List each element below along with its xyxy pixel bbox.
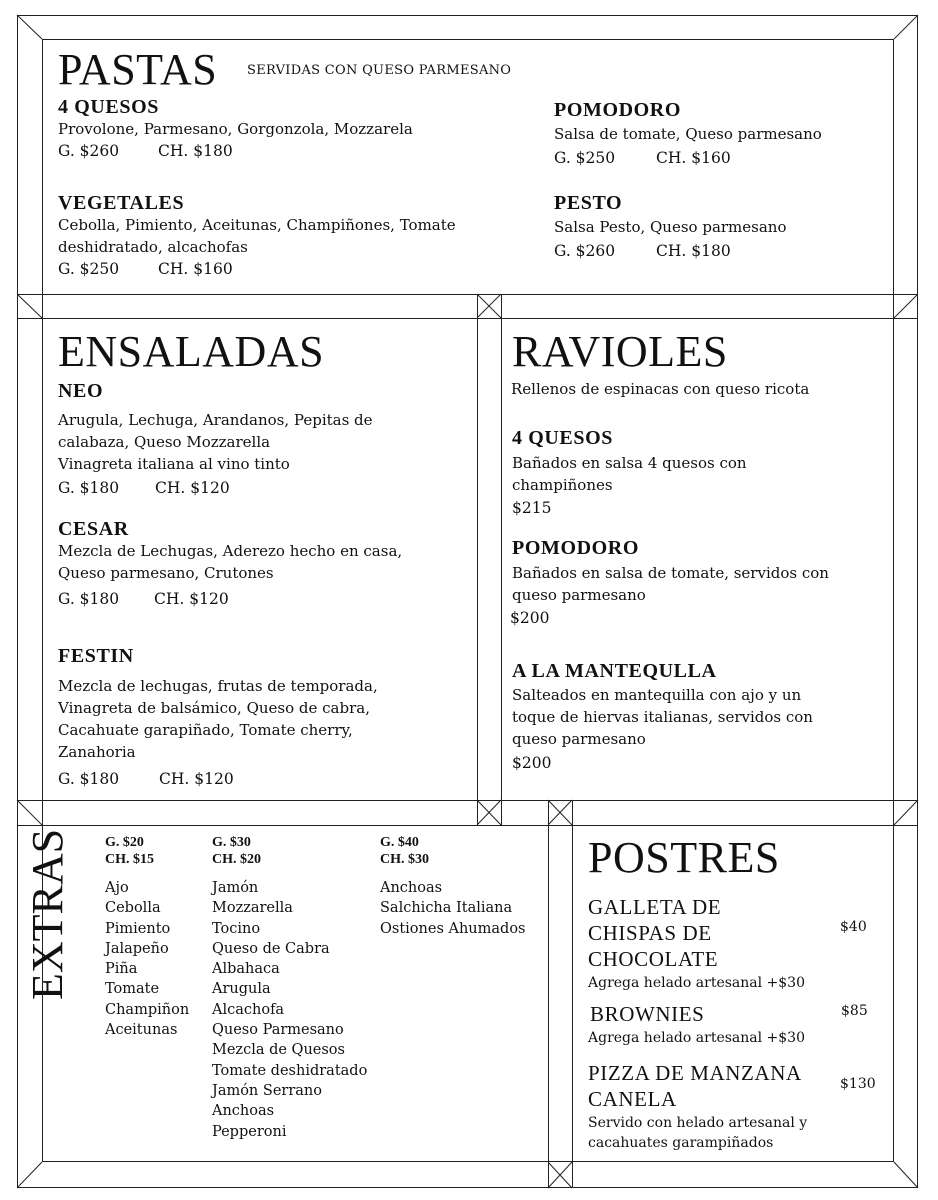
extras-price-grande: G. $30 bbox=[212, 835, 251, 850]
pasta-desc: deshidratado, alcachofas bbox=[58, 238, 248, 256]
extras-price-chica: CH. $30 bbox=[380, 852, 429, 867]
price-grande: G. $250 bbox=[58, 260, 120, 278]
extras-price-grande: G. $40 bbox=[380, 835, 419, 850]
salad-name: CESAR bbox=[58, 518, 129, 540]
price-chica: CH. $120 bbox=[154, 590, 229, 608]
price-grande: G. $180 bbox=[58, 479, 120, 497]
dessert-name: PIZZA DE MANZANA bbox=[588, 1061, 802, 1085]
pastas-title: PASTAS bbox=[58, 45, 218, 94]
ravioli-desc: Bañados en salsa 4 quesos con bbox=[512, 454, 747, 472]
ravioli-desc: queso parmesano bbox=[512, 586, 646, 604]
extras-title: EXTRAS bbox=[23, 828, 72, 1000]
salad-name: FESTIN bbox=[58, 645, 134, 667]
extras-price-chica: CH. $20 bbox=[212, 852, 261, 867]
price-chica: CH. $120 bbox=[155, 479, 230, 497]
dessert-name: CANELA bbox=[588, 1087, 677, 1111]
dessert-price: $85 bbox=[841, 1003, 868, 1019]
extras-column-2 bbox=[212, 834, 367, 1142]
pasta-price bbox=[554, 240, 884, 262]
price-grande: G. $180 bbox=[58, 590, 120, 608]
dessert-desc: cacahuates garampiñados bbox=[588, 1135, 774, 1151]
price-grande: G. $250 bbox=[554, 149, 616, 167]
ravioli-desc: Bañados en salsa de tomate, servidos con bbox=[512, 564, 829, 582]
pasta-desc: Salsa de tomate, Queso parmesano bbox=[554, 125, 822, 143]
price-chica: CH. $180 bbox=[158, 142, 233, 160]
ravioli-name: POMODORO bbox=[512, 537, 640, 559]
salad-item-cesar bbox=[58, 518, 473, 610]
extras-item: Queso Parmesano bbox=[212, 1022, 344, 1039]
extras-item: Anchoas bbox=[380, 880, 443, 896]
pasta-item-vegetales bbox=[58, 192, 528, 280]
extras-item: Ajo bbox=[105, 880, 129, 896]
ravioli-desc: champiñones bbox=[512, 476, 613, 494]
price-chica: CH. $120 bbox=[159, 770, 234, 788]
ravioli-item-pomodoro bbox=[512, 537, 887, 629]
extras-column-1 bbox=[105, 834, 189, 1040]
extras-item: Tocino bbox=[212, 920, 261, 937]
ravioles-title: RAVIOLES bbox=[512, 327, 728, 376]
pasta-desc: Provolone, Parmesano, Gorgonzola, Mozzarela bbox=[58, 120, 413, 138]
extras-item: Tomate bbox=[105, 981, 160, 998]
extras-item: Pimiento bbox=[105, 920, 171, 937]
salad-item-festin bbox=[58, 645, 473, 790]
price-chica: CH. $180 bbox=[656, 242, 731, 260]
dessert-name: BROWNIES bbox=[590, 1002, 705, 1026]
extras-item: Arugula bbox=[212, 981, 271, 998]
ravioli-item-mantequilla bbox=[512, 660, 887, 774]
extras-item: Queso de Cabra bbox=[212, 940, 330, 957]
extras-item: Anchoas bbox=[212, 1103, 275, 1120]
extras-item: Pepperoni bbox=[212, 1123, 287, 1140]
extras-column-3 bbox=[380, 834, 526, 939]
salad-item-neo bbox=[58, 380, 473, 499]
dessert-name: CHISPAS DE bbox=[588, 921, 712, 945]
pasta-item-4-quesos bbox=[58, 96, 528, 162]
ravioli-desc: toque de hiervas italianas, servidos con bbox=[512, 708, 813, 726]
extras-item: Ostiones Ahumados bbox=[380, 920, 526, 937]
dessert-price: $40 bbox=[840, 919, 867, 935]
pasta-name: PESTO bbox=[554, 192, 623, 214]
dessert-desc: Servido con helado artesanal y bbox=[588, 1115, 808, 1131]
ravioli-desc: queso parmesano bbox=[512, 730, 646, 748]
extras-item: Aceitunas bbox=[105, 1022, 178, 1039]
dessert-item-brownies bbox=[588, 1001, 888, 1048]
ravioli-name: 4 QUESOS bbox=[512, 427, 613, 449]
salad-desc: Cacahuate garapiñado, Tomate cherry, bbox=[58, 721, 353, 739]
price-chica: CH. $160 bbox=[158, 260, 233, 278]
pasta-item-pesto bbox=[554, 192, 884, 262]
ravioles-intro: Rellenos de espinacas con queso ricota bbox=[511, 380, 810, 398]
extras-price-grande: G. $20 bbox=[105, 835, 144, 850]
extras-item: Jamón Serrano bbox=[212, 1082, 322, 1099]
ravioli-price: $215 bbox=[512, 499, 552, 517]
ravioli-price: $200 bbox=[512, 754, 552, 772]
dessert-item-pizza-manzana bbox=[588, 1060, 888, 1153]
extras-item: Mozzarella bbox=[212, 900, 293, 917]
dessert-price: $130 bbox=[840, 1076, 876, 1092]
postres-title: POSTRES bbox=[588, 833, 780, 882]
price-chica: CH. $160 bbox=[656, 149, 731, 167]
salad-desc: Mezcla de lechugas, frutas de temporada, bbox=[58, 677, 378, 695]
dessert-item-galleta bbox=[588, 894, 888, 993]
extras-item: Alcachofa bbox=[212, 1001, 285, 1018]
salad-desc: Zanahoria bbox=[58, 743, 136, 761]
salad-desc: Mezcla de Lechugas, Aderezo hecho en casa, bbox=[58, 542, 403, 560]
pasta-item-pomodoro bbox=[554, 99, 884, 169]
dessert-name: GALLETA DE bbox=[588, 895, 722, 919]
pasta-desc: Cebolla, Pimiento, Aceitunas, Champiñones, Tomate bbox=[58, 216, 456, 234]
pasta-name: POMODORO bbox=[554, 99, 682, 121]
salad-desc: Vinagreta de balsámico, Queso de cabra, bbox=[58, 699, 370, 717]
salad-desc: calabaza, Queso Mozzarella bbox=[58, 433, 271, 451]
ravioli-desc: Salteados en mantequilla con ajo y un bbox=[512, 686, 802, 704]
extras-item: Jalapeño bbox=[105, 940, 169, 957]
extras-price-chica: CH. $15 bbox=[105, 852, 154, 867]
ravioli-price: $200 bbox=[510, 609, 550, 627]
extras-item: Mezcla de Quesos bbox=[212, 1042, 345, 1059]
pasta-price bbox=[554, 147, 884, 169]
dessert-name: CHOCOLATE bbox=[588, 947, 719, 971]
dessert-desc: Agrega helado artesanal +$30 bbox=[588, 975, 805, 991]
salad-price bbox=[58, 768, 473, 790]
price-grande: G. $260 bbox=[554, 242, 616, 260]
salad-desc: Vinagreta italiana al vino tinto bbox=[58, 455, 290, 473]
pasta-price bbox=[58, 140, 528, 162]
ravioli-name: A LA MANTEQULLA bbox=[512, 660, 717, 682]
pasta-name: VEGETALES bbox=[58, 192, 185, 214]
pastas-subtitle: SERVIDAS CON QUESO PARMESANO bbox=[247, 63, 512, 78]
salad-price bbox=[58, 477, 473, 499]
extras-item: Piña bbox=[105, 961, 138, 978]
salad-desc: Queso parmesano, Crutones bbox=[58, 564, 274, 582]
pasta-price bbox=[58, 258, 528, 280]
extras-item: Tomate deshidratado bbox=[212, 1062, 368, 1079]
extras-item: Albahaca bbox=[212, 961, 280, 978]
pasta-desc: Salsa Pesto, Queso parmesano bbox=[554, 218, 787, 236]
extras-item: Cebolla bbox=[105, 900, 161, 917]
pasta-name: 4 QUESOS bbox=[58, 96, 159, 118]
salad-price bbox=[58, 588, 473, 610]
salad-name: NEO bbox=[58, 380, 104, 402]
extras-item: Champiñon bbox=[105, 1001, 190, 1018]
dessert-desc: Agrega helado artesanal +$30 bbox=[588, 1030, 805, 1046]
ensaladas-title: ENSALADAS bbox=[58, 327, 325, 376]
salad-desc: Arugula, Lechuga, Arandanos, Pepitas de bbox=[58, 411, 373, 429]
extras-item: Jamón bbox=[212, 880, 259, 896]
price-grande: G. $180 bbox=[58, 770, 120, 788]
price-grande: G. $260 bbox=[58, 142, 120, 160]
ravioli-item-4-quesos bbox=[512, 427, 887, 519]
extras-item: Salchicha Italiana bbox=[380, 900, 513, 917]
